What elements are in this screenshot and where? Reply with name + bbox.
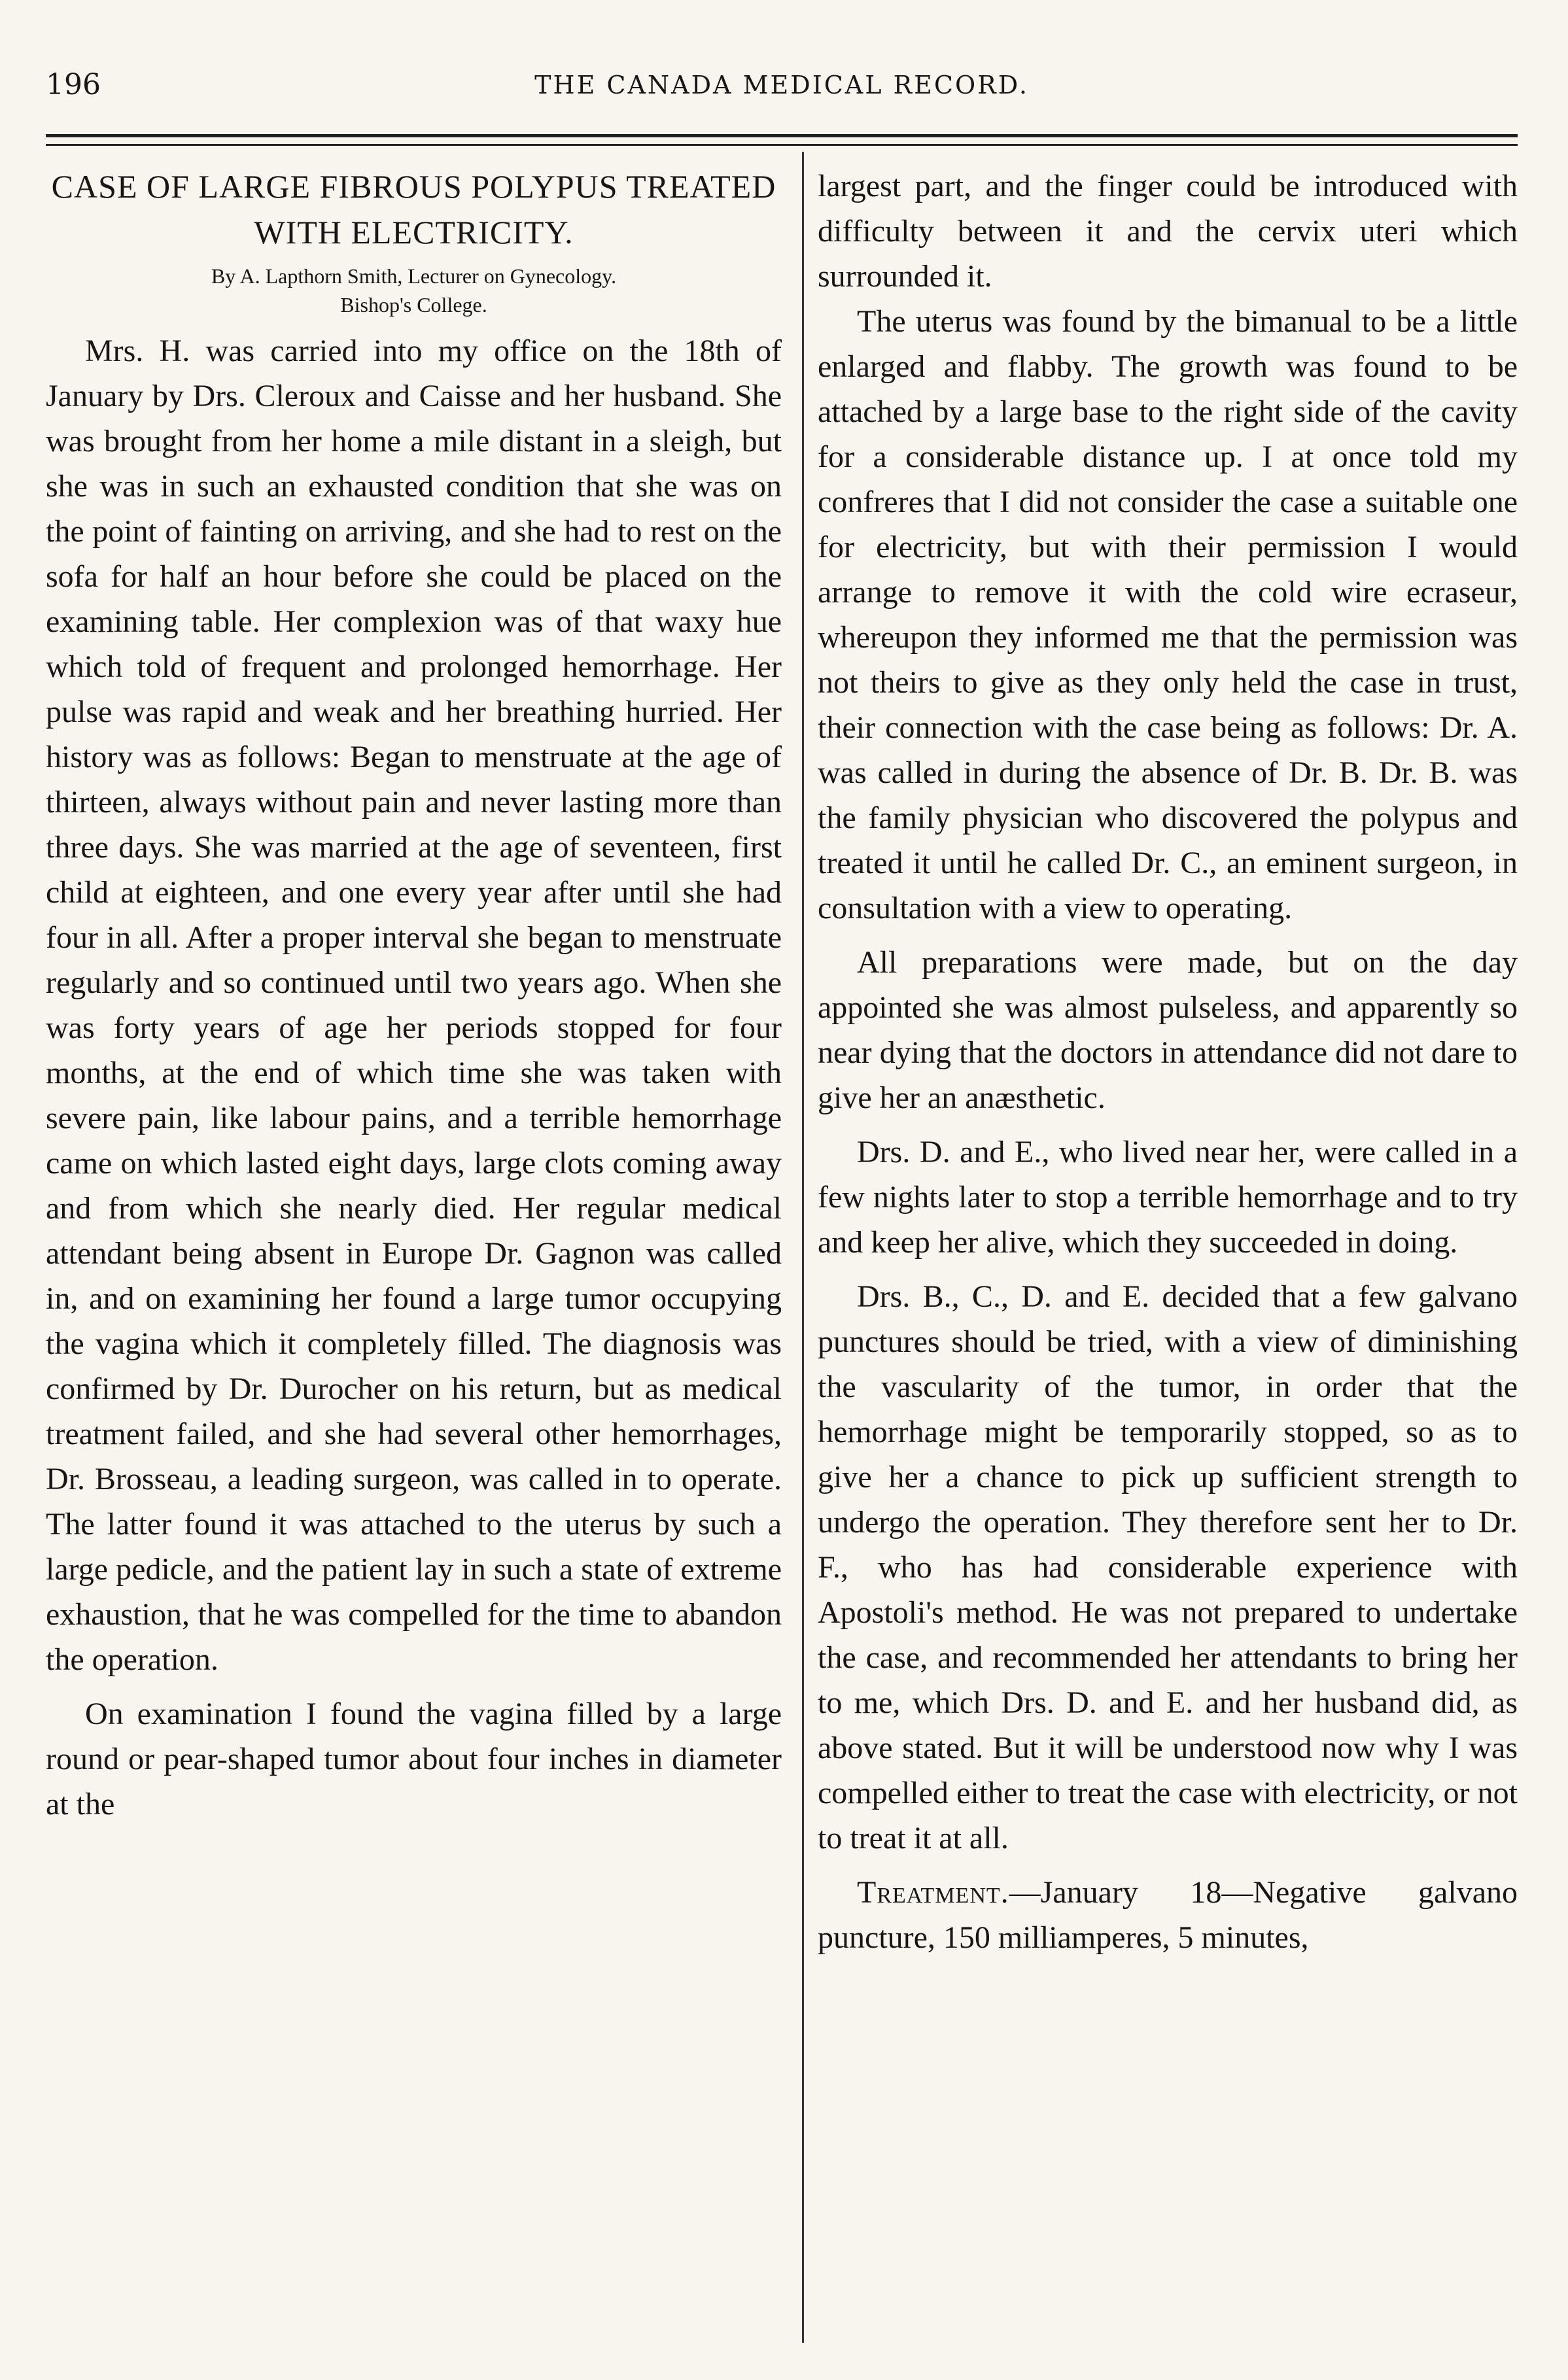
affiliation-line: Bishop's College.: [340, 293, 487, 317]
paragraph: The uterus was found by the bimanual to be a little enlarged and flabby. The growth was found to be attached by a large base to the right side of the cavity for a considerable distance up. I at once told my confreres that I did not consider the case a suitable one for electricity, but with their permission I would arrange to remove it with the cold wire ecraseur, whereupon they informed me that the permission was not theirs to give as they only held the case in trust, their connection with the case being as follows: Dr. A. was called in during the absence of Dr. B. Dr. B. was the family physician who discovered the polypus and treated it until he called Dr. C., an eminent surgeon, in consultation with a view to operating.: [818, 304, 1518, 925]
treatment-text: —January 18—Negative galvano puncture, 150 milliamperes, 5 minutes,: [818, 1875, 1518, 1955]
page-number: 196: [46, 68, 101, 101]
header-rule-thick: [46, 134, 1518, 137]
header-rule-thin: [46, 144, 1518, 146]
treatment-heading: Treatment.: [857, 1875, 1009, 1910]
paragraph: All preparations were made, but on the day appointed she was almost pulseless, and apparently so near dying that the doctors in attendance did not dare to give her an anæsthetic.: [818, 945, 1518, 1115]
column-divider: [802, 152, 804, 2343]
paragraph: On examination I found the vagina filled by a large round or pear-shaped tumor about four inches in diameter at the: [46, 1697, 782, 1821]
left-column: [46, 164, 782, 2368]
right-column: [818, 164, 1518, 2368]
paragraph-continued: largest part, and the finger could be introduced with difficulty between it and the cervix uteri which surrounded it.: [818, 169, 1518, 294]
page-header: [46, 65, 1518, 124]
byline: [46, 262, 782, 319]
treatment-paragraph: [818, 1870, 1518, 1960]
paragraph: Drs. B., C., D. and E. decided that a few galvano punctures should be tried, with a view of diminishing the vascularity of the tumor, in order that the hemorrhage might be temporarily stopped, so as to give her a chance to pick up sufficient strength to undergo the operation. They therefore sent her to Dr. F., who has had considerable experience with Apostoli's method. He was not prepared to undertake the case, and recommended her attendants to bring her to me, which Drs. D. and E. and her husband did, as above stated. But it will be understood now why I was compelled either to treat the case with electricity, or not to treat it at all.: [818, 1279, 1518, 1855]
author-line: By A. Lapthorn Smith, Lecturer on Gynecology.: [211, 264, 617, 288]
article-title: CASE OF LARGE FIBROUS POLYPUS TREATED WITH ELECTRICITY.: [51, 168, 776, 250]
running-title: THE CANADA MEDICAL RECORD.: [534, 71, 1029, 99]
paragraph: Drs. D. and E., who lived near her, were called in a few nights later to stop a terrible hemorrhage and to try and keep her alive, which they succeeded in doing.: [818, 1135, 1518, 1260]
paragraph: Mrs. H. was carried into my office on the 18th of January by Drs. Cleroux and Caisse and her husband. She was brought from her home a mile distant in a sleigh, but she was in such an exhausted condition that she was on the point of fainting on arriving, and she had to rest on the sofa for half an hour before she could be placed on the examining table. Her complexion was of that waxy hue which told of frequent and prolonged hemorrhage. Her pulse was rapid and weak and her breathing hurried. Her history was as follows: Began to menstruate at the age of thirteen, always without pain and never lasting more than three days. She was married at the age of seventeen, first child at eighteen, and one every year after until she had four in all. After a proper interval she began to menstruate regularly and so continued until two years ago. When she was forty years of age her periods stopped for four months, at the end of which time she was taken with severe pain, like labour pains, and a terrible hemorrhage came on which lasted eight days, large clots coming away and from which she nearly died. Her regular medical attendant being absent in Europe Dr. Gagnon was called in, and on examining her found a large tumor occupying the vagina which it completely filled. The diagnosis was confirmed by Dr. Durocher on his return, but as medical treatment failed, and she had several other hemorrhages, Dr. Brosseau, a leading surgeon, was called in to operate. The latter found it was attached to the uterus by such a large pedicle, and the patient lay in such a state of extreme exhaustion, that he was compelled for the time to abandon the operation.: [46, 334, 782, 1677]
